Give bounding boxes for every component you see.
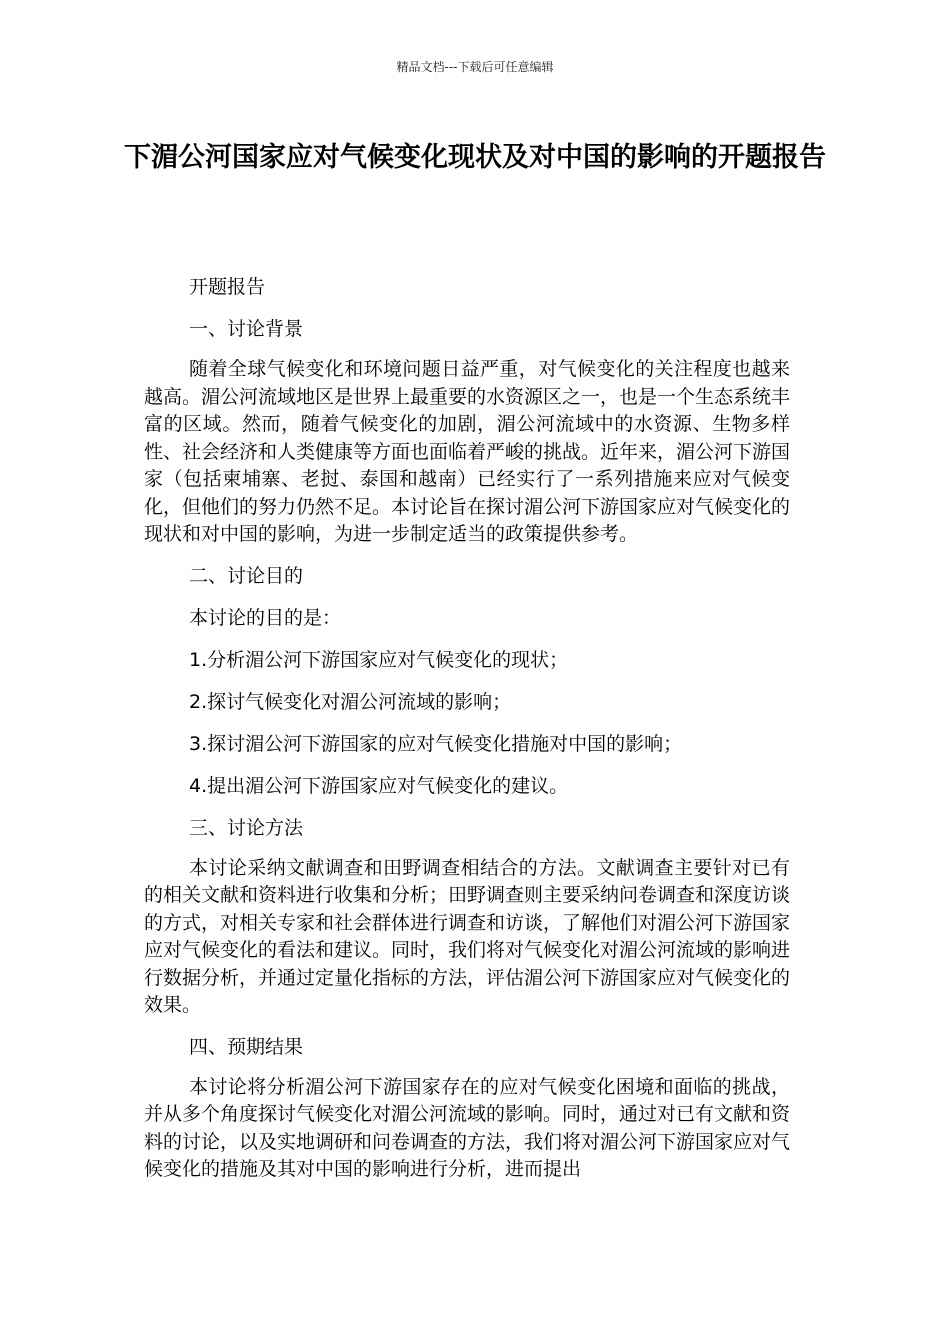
section-label-report: 开题报告: [189, 276, 266, 298]
purpose-item-2: 2.探讨气候变化对湄公河流域的影响；: [189, 690, 512, 713]
paragraph-method: 本讨论采纳文献调查和田野调查相结合的方法。文献调查主要针对已有的相关文献和资料进行收集和分析；田野调查则主要采纳问卷调查和深度访谈的方式，对相关专家和社会群体进行调查和访谈，了解他们对湄公河下游国家应对气候变化的看法和建议。同时，我们将对气候变化对湄公河流域的影响进行数据分析，并通过定量化指标的方法，评估湄公河下游国家应对气候变化的效果。: [144, 856, 791, 1016]
document-body: [144, 266, 790, 1190]
section-heading-purpose: 二、讨论目的: [189, 564, 304, 587]
purpose-intro: 本讨论的目的是：: [189, 606, 342, 629]
page-header: 精品文档---下载后可任意编辑: [396, 60, 554, 74]
section-heading-method: 三、讨论方法: [189, 816, 304, 839]
paragraph-background: 随着全球气候变化和环境问题日益严重，对气候变化的关注程度也越来越高。湄公河流域地区是世界上最重要的水资源区之一，也是一个生态系统丰富的区域。然而，随着气候变化的加剧，湄公河流域中的水资源、生物多样性、社会经济和人类健康等方面也面临着严峻的挑战。近年来，湄公河下游国家（包括柬埔寨、老挝、泰国和越南）已经实行了一系列措施来应对气候变化，但他们的努力仍然不足。本讨论旨在探讨湄公河下游国家应对气候变化的现状和对中国的影响，为进一步制定适当的政策提供参考。: [144, 358, 791, 545]
document-title: 下湄公河国家应对气候变化现状及对中国的影响的开题报告: [124, 142, 826, 173]
purpose-item-4: 4.提出湄公河下游国家应对气候变化的建议。: [189, 774, 569, 797]
paragraph-expected-results: 本讨论将分析湄公河下游国家存在的应对气候变化困境和面临的挑战，并从多个角度探讨气候变化对湄公河流域的影响。同时，通过对已有文献和资料的讨论，以及实地调研和问卷调查的方法，我们将对湄公河下游国家应对气候变化的措施及其对中国的影响进行分析，进而提出: [144, 1075, 791, 1180]
section-heading-background: 一、讨论背景: [189, 318, 304, 340]
purpose-item-1: 1.分析湄公河下游国家应对气候变化的现状；: [189, 648, 569, 671]
purpose-item-3: 3.探讨湄公河下游国家的应对气候变化措施对中国的影响；: [189, 732, 683, 755]
section-heading-expected-results: 四、预期结果: [189, 1035, 304, 1058]
